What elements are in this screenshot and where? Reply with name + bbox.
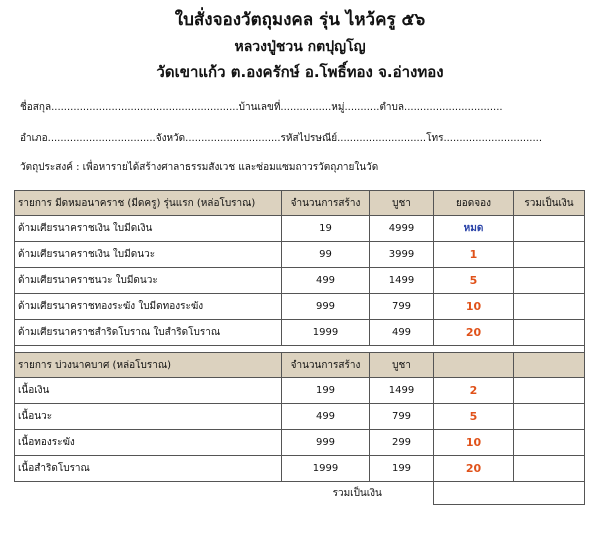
tambon-label: ตำบล <box>379 102 405 113</box>
table2-header-item: รายการ บ่วงนาคบาศ (หล่อโบราณ) <box>15 353 282 378</box>
document-title: ใบสั่งจองวัตถุมงคล รุ่น ไหว้ครู ๕๖ <box>174 10 426 30</box>
table1-header-price: บูชา <box>370 191 434 216</box>
tambon-field[interactable]: ............................... <box>404 102 503 113</box>
price-cell: 3999 <box>370 242 434 268</box>
temple-address: วัดเขาแก้ว ต.องครักษ์ อ.โพธิ์ทอง จ.อ่างทอง <box>156 63 444 81</box>
table-row <box>15 430 585 456</box>
grand-total-row <box>15 482 585 505</box>
price-cell: 199 <box>370 456 434 482</box>
total-cell[interactable] <box>514 430 585 456</box>
table-row <box>15 294 585 320</box>
name-label: ชื่อสกุล <box>20 102 52 113</box>
table1-header-row <box>15 191 585 216</box>
grand-total-value[interactable] <box>434 482 585 505</box>
table1-header-item: รายการ มีดหมอนาคราช (มีดครู) รุ่นแรก (หล่อโบราณ) <box>15 191 282 216</box>
reserve-cell[interactable]: 20 <box>434 456 514 482</box>
table1-header-qty: จำนวนการสร้าง <box>282 191 370 216</box>
total-cell[interactable] <box>514 268 585 294</box>
reserve-cell[interactable]: หมด <box>434 216 514 242</box>
price-cell: 1499 <box>370 268 434 294</box>
reserve-cell[interactable]: 10 <box>434 294 514 320</box>
amphoe-field[interactable]: .................................. <box>47 133 156 144</box>
phone-label: โทร <box>426 133 444 144</box>
total-cell[interactable] <box>514 456 585 482</box>
item-cell: เนื้อเงิน <box>15 378 282 404</box>
table-spacer <box>15 346 585 353</box>
spacer-cell <box>15 346 585 353</box>
qty-cell: 19 <box>282 216 370 242</box>
moo-label: หมู่ <box>331 102 345 113</box>
table-row <box>15 268 585 294</box>
grand-total-label: รวมเป็นเงิน <box>282 482 434 505</box>
qty-cell: 999 <box>282 294 370 320</box>
item-cell: เนื้อสำริดโบราณ <box>15 456 282 482</box>
qty-cell: 199 <box>282 378 370 404</box>
table2-header-total <box>514 353 585 378</box>
table-row <box>15 456 585 482</box>
item-cell: ด้ามเศียรนาคราชเงิน ใบมีดเงิน <box>15 216 282 242</box>
purpose-text: วัตถุประสงค์ : เพื่อหารายได้สร้างศาลาธรรมสังเวช และซ่อมแซมถาวรวัตถุภายในวัด <box>20 162 379 173</box>
moo-field[interactable]: ........... <box>344 102 380 113</box>
table2-header-row <box>15 353 585 378</box>
qty-cell: 1999 <box>282 456 370 482</box>
qty-cell: 1999 <box>282 320 370 346</box>
qty-cell: 99 <box>282 242 370 268</box>
amphoe-label: อำเภอ <box>20 133 48 144</box>
grand-total-blank <box>15 482 282 505</box>
price-cell: 499 <box>370 320 434 346</box>
table-row <box>15 404 585 430</box>
province-label: จังหวัด <box>155 133 186 144</box>
item-cell: เนื้อนวะ <box>15 404 282 430</box>
total-cell[interactable] <box>514 242 585 268</box>
table2-header-qty: จำนวนการสร้าง <box>282 353 370 378</box>
price-cell: 799 <box>370 404 434 430</box>
qty-cell: 999 <box>282 430 370 456</box>
price-cell: 799 <box>370 294 434 320</box>
reserve-cell[interactable]: 2 <box>434 378 514 404</box>
total-cell[interactable] <box>514 320 585 346</box>
province-field[interactable]: .............................. <box>185 133 281 144</box>
monk-name: หลวงปู่ชวน กตปุญโญ <box>234 39 366 55</box>
order-table <box>14 190 585 505</box>
name-field[interactable]: ........................................................... <box>51 102 239 113</box>
table-row <box>15 216 585 242</box>
reserve-cell[interactable]: 5 <box>434 268 514 294</box>
house-no-label: บ้านเลขที่ <box>238 102 281 113</box>
postal-label: รหัสไปรษณีย์ <box>280 133 338 144</box>
price-cell: 299 <box>370 430 434 456</box>
item-cell: ด้ามเศียรนาคราชสำริดโบราณ ใบสำริดโบราณ <box>15 320 282 346</box>
reserve-cell[interactable]: 20 <box>434 320 514 346</box>
reserve-cell[interactable]: 5 <box>434 404 514 430</box>
total-cell[interactable] <box>514 294 585 320</box>
qty-cell: 499 <box>282 404 370 430</box>
qty-cell: 499 <box>282 268 370 294</box>
table-row <box>15 320 585 346</box>
house-no-field[interactable]: ................ <box>280 102 332 113</box>
item-cell: เนื้อทองระฆัง <box>15 430 282 456</box>
table-row <box>15 378 585 404</box>
total-cell[interactable] <box>514 378 585 404</box>
price-cell: 4999 <box>370 216 434 242</box>
item-cell: ด้ามเศียรนาคราชทองระฆัง ใบมีดทองระฆัง <box>15 294 282 320</box>
form-line-address <box>20 131 580 146</box>
table2-header-price: บูชา <box>370 353 434 378</box>
table1-header-total: รวมเป็นเงิน <box>514 191 585 216</box>
table1-header-reserve: ยอดจอง <box>434 191 514 216</box>
table2-header-reserve <box>434 353 514 378</box>
item-cell: ด้ามเศียรนาคราชเงิน ใบมีดนวะ <box>15 242 282 268</box>
form-line-name <box>20 100 580 115</box>
postal-field[interactable]: ............................ <box>337 133 427 144</box>
total-cell[interactable] <box>514 404 585 430</box>
reserve-cell[interactable]: 1 <box>434 242 514 268</box>
reserve-cell[interactable]: 10 <box>434 430 514 456</box>
price-cell: 1499 <box>370 378 434 404</box>
phone-field[interactable]: ............................... <box>443 133 542 144</box>
table-row <box>15 242 585 268</box>
total-cell[interactable] <box>514 216 585 242</box>
item-cell: ด้ามเศียรนาคราชนวะ ใบมีดนวะ <box>15 268 282 294</box>
